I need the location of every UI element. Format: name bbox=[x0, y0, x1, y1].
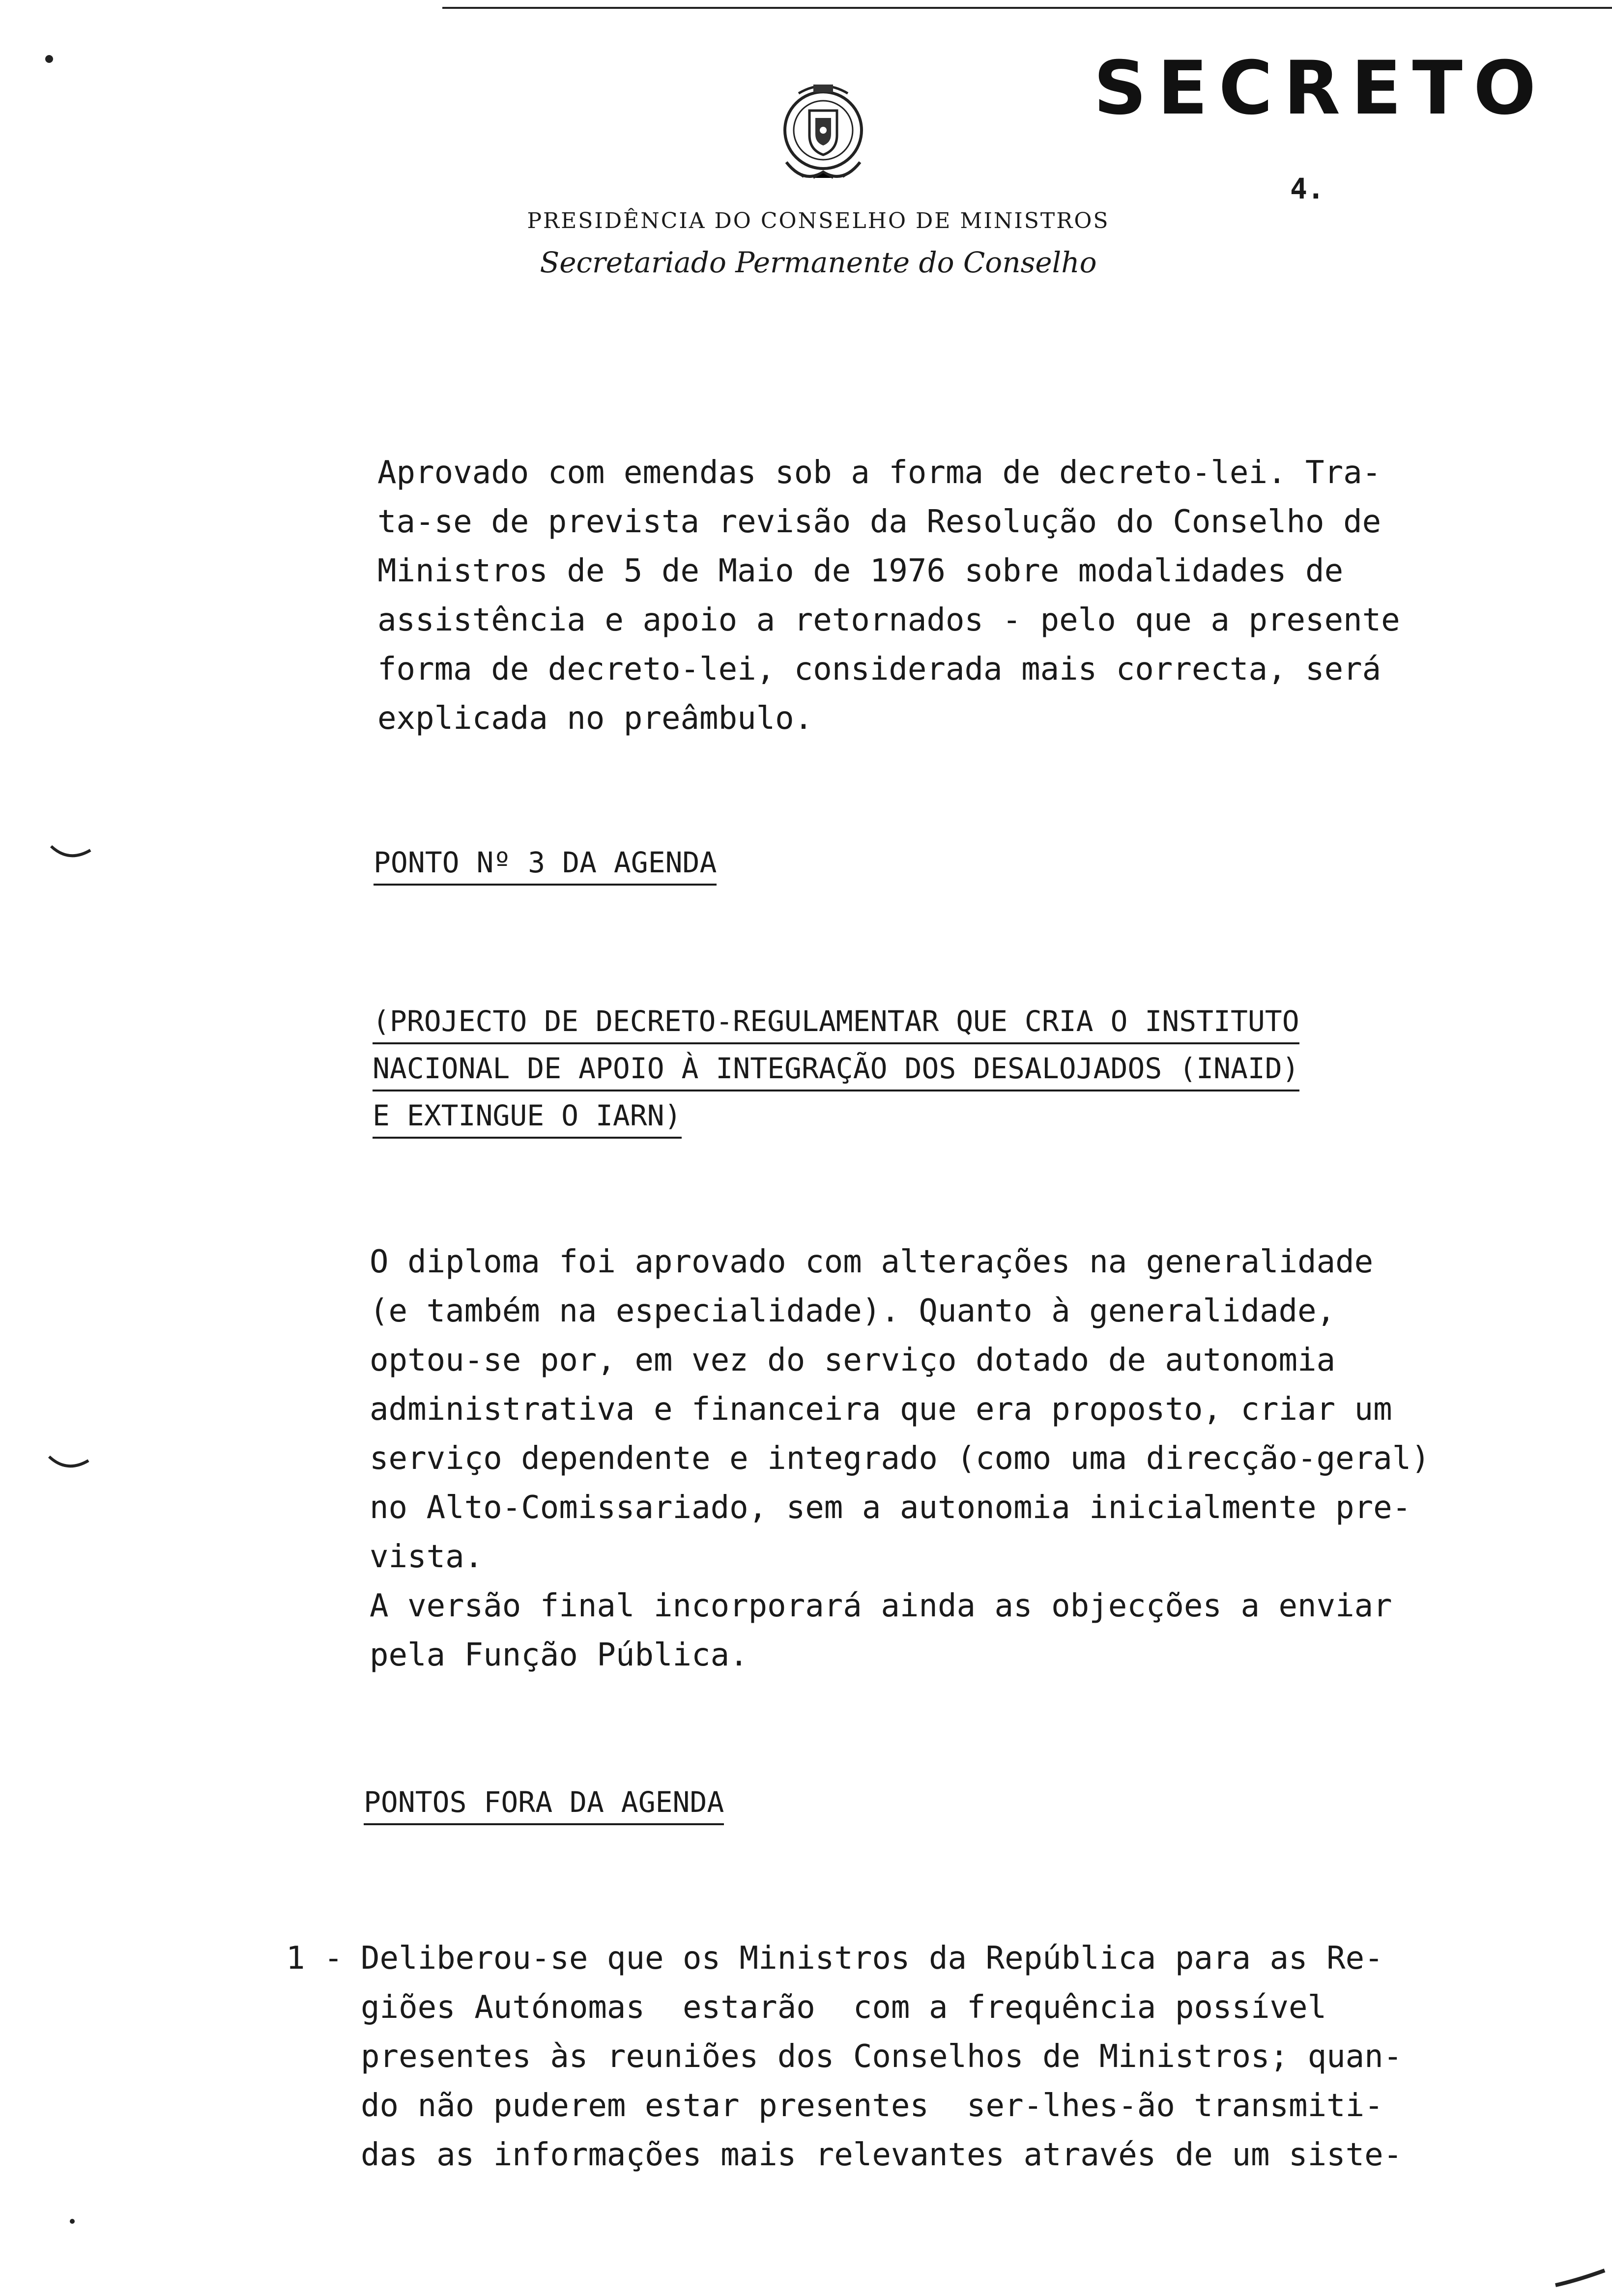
item-number: 1 - bbox=[286, 1940, 343, 1977]
decision-paragraph bbox=[370, 1237, 1430, 1680]
institution-name: PRESIDÊNCIA DO CONSELHO DE MINISTROS bbox=[527, 208, 1110, 233]
off-agenda-item-1 bbox=[361, 1934, 1402, 2180]
project-title-line: NACIONAL DE APOIO À INTEGRAÇÃO DOS DESALOJADOS (INAID) bbox=[373, 1054, 1299, 1091]
agenda-point-3-heading: PONTO Nº 3 DA AGENDA bbox=[374, 848, 717, 886]
paragraph-line: (e também na especialidade). Quanto à generalidade, bbox=[370, 1293, 1336, 1329]
paragraph-line: das as informações mais relevantes através de um siste- bbox=[361, 2137, 1403, 2173]
top-edge-rule bbox=[442, 7, 1612, 9]
paragraph-line: ta-se de prevista revisão da Resolução do Conselho de bbox=[377, 504, 1382, 540]
paragraph-line: forma de decreto-lei, considerada mais correcta, será bbox=[377, 651, 1382, 688]
paragraph-line: giões Autónomas estarão com a frequência possível bbox=[361, 1989, 1327, 2026]
paragraph-line: Ministros de 5 de Maio de 1976 sobre modalidades de bbox=[377, 553, 1344, 589]
paragraph-line: O diploma foi aprovado com alterações na generalidade bbox=[370, 1244, 1374, 1280]
paragraph-line: explicada no preâmbulo. bbox=[377, 700, 813, 737]
paragraph-line: optou-se por, em vez do serviço dotado de autonomia bbox=[370, 1342, 1336, 1378]
secret-stamp: SECRETO bbox=[1094, 46, 1547, 131]
paragraph-line: pela Função Pública. bbox=[370, 1637, 748, 1673]
margin-hole-mark bbox=[49, 843, 93, 863]
project-title bbox=[373, 998, 1299, 1139]
off-agenda-heading: PONTOS FORA DA AGENDA bbox=[364, 1788, 724, 1825]
corner-scan-mark bbox=[1553, 2266, 1607, 2290]
coat-of-arms-icon bbox=[764, 74, 882, 197]
page-number: 4. bbox=[1290, 172, 1324, 205]
approval-paragraph bbox=[377, 448, 1400, 743]
paragraph-line: presentes às reuniões dos Conselhos de Ministros; quan- bbox=[361, 2038, 1403, 2075]
paragraph-line: vista. bbox=[370, 1539, 484, 1575]
paragraph-line: Aprovado com emendas sob a forma de decreto-lei. Tra- bbox=[377, 455, 1382, 491]
secretariat-name: Secretariado Permanente do Conselho bbox=[540, 246, 1097, 279]
paragraph-line: assistência e apoio a retornados - pelo que a presente bbox=[377, 602, 1400, 638]
paragraph-line: serviço dependente e integrado (como uma direcção-geral) bbox=[370, 1440, 1430, 1477]
scan-speck bbox=[70, 2219, 75, 2224]
scan-speck bbox=[45, 55, 53, 63]
paragraph-line: A versão final incorporará ainda as objecções a enviar bbox=[370, 1588, 1392, 1624]
paragraph-line: Deliberou-se que os Ministros da República para as Re- bbox=[361, 1940, 1383, 1977]
paragraph-line: no Alto-Comissariado, sem a autonomia inicialmente pre- bbox=[370, 1490, 1411, 1526]
project-title-line: (PROJECTO DE DECRETO-REGULAMENTAR QUE CRIA O INSTITUTO bbox=[373, 1007, 1299, 1044]
project-title-line: E EXTINGUE O IARN) bbox=[373, 1101, 682, 1139]
paragraph-line: do não puderem estar presentes ser-lhes-ão transmiti- bbox=[361, 2088, 1383, 2124]
margin-hole-mark bbox=[47, 1454, 91, 1473]
paragraph-line: administrativa e financeira que era proposto, criar um bbox=[370, 1391, 1392, 1428]
